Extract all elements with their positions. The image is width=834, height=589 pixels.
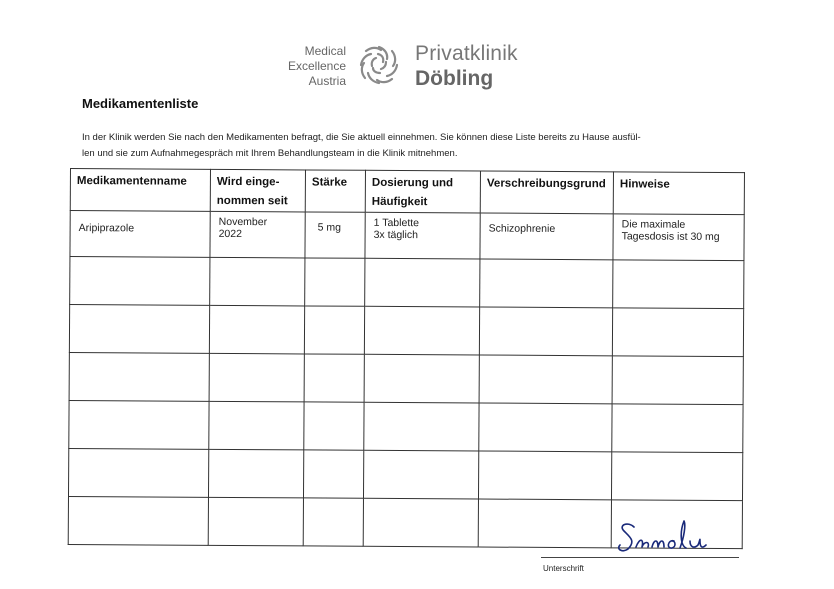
- handwritten-signature: [614, 515, 724, 559]
- cell-since[interactable]: November 2022: [210, 211, 305, 258]
- cell-empty[interactable]: [210, 257, 305, 306]
- cell-empty[interactable]: [364, 306, 479, 355]
- cell-empty[interactable]: [303, 498, 363, 546]
- column-header-since: Wird einge- nommen seit: [210, 169, 305, 212]
- cell-reason[interactable]: Schizophrenie: [480, 213, 613, 260]
- cell-empty[interactable]: [303, 450, 363, 498]
- table-row: [68, 448, 742, 500]
- cell-empty[interactable]: [305, 258, 365, 306]
- cell-empty[interactable]: [363, 498, 478, 547]
- clinic-name: [415, 42, 518, 91]
- clinic-name-line1: Privatklinik: [415, 42, 518, 65]
- cell-empty[interactable]: [363, 450, 478, 499]
- document-title: Medikamentenliste: [82, 96, 199, 111]
- logo-tagline: [262, 44, 346, 89]
- logo-tagline-line: Excellence: [287, 59, 346, 73]
- cell-empty[interactable]: [70, 257, 210, 306]
- signature-line: [541, 557, 739, 558]
- cell-empty[interactable]: [69, 305, 209, 354]
- logo-tagline-line: Medical: [304, 44, 346, 58]
- logo-tagline-line: Austria: [308, 74, 346, 88]
- cell-empty[interactable]: [479, 355, 612, 404]
- cell-empty[interactable]: [479, 307, 612, 356]
- cell-empty[interactable]: [208, 497, 303, 546]
- cell-empty[interactable]: [480, 259, 613, 308]
- cell-empty[interactable]: [304, 354, 364, 402]
- column-header-name: Medikamentenname: [70, 169, 210, 212]
- cell-empty[interactable]: [364, 354, 479, 403]
- cell-empty[interactable]: [68, 496, 208, 545]
- table-row: [69, 352, 743, 404]
- cell-empty[interactable]: [612, 404, 743, 453]
- cell-empty[interactable]: [208, 449, 303, 498]
- cell-empty[interactable]: [612, 356, 743, 405]
- cell-empty[interactable]: [69, 400, 209, 449]
- table-row: [69, 400, 743, 452]
- cell-empty[interactable]: [304, 306, 364, 354]
- cell-empty[interactable]: [478, 499, 611, 548]
- column-header-dosage: Dosierung und Häufigkeit: [365, 170, 480, 213]
- cell-empty[interactable]: [68, 448, 208, 497]
- clinic-name-line2: Döbling: [415, 67, 494, 90]
- medication-table: [68, 168, 745, 549]
- cell-empty[interactable]: [612, 308, 743, 357]
- cell-empty[interactable]: [304, 402, 364, 450]
- cell-empty[interactable]: [364, 402, 479, 451]
- intro-text: [82, 130, 742, 162]
- cell-empty[interactable]: [69, 352, 209, 401]
- intro-line: len und sie zum Aufnahmegespräch mit Ihrem Behandlungsteam in die Klinik mitnehmen.: [82, 148, 458, 159]
- cell-empty[interactable]: [478, 451, 611, 500]
- cell-empty[interactable]: [209, 353, 304, 402]
- cell-dosage[interactable]: 1 Tablette 3x täglich: [365, 212, 480, 259]
- cell-empty[interactable]: [365, 258, 480, 307]
- column-header-reason: Verschreibungsgrund: [480, 171, 613, 214]
- medication-table-wrapper: [68, 168, 744, 512]
- swirl-logo-icon: [354, 40, 404, 90]
- signature-label: Unterschrift: [543, 564, 584, 573]
- table-header-row: [70, 169, 744, 215]
- cell-strength[interactable]: 5 mg: [305, 212, 365, 258]
- cell-name[interactable]: Aripiprazole: [70, 211, 210, 258]
- cell-empty[interactable]: [209, 401, 304, 450]
- cell-notes[interactable]: Die maximale Tagesdosis ist 30 mg: [613, 214, 744, 261]
- column-header-strength: Stärke: [305, 170, 365, 212]
- table-row: [70, 211, 744, 261]
- cell-empty[interactable]: [613, 260, 744, 309]
- column-header-notes: Hinweise: [613, 172, 744, 215]
- table-row: [70, 257, 744, 309]
- cell-empty[interactable]: [479, 403, 612, 452]
- table-row: [69, 305, 743, 357]
- intro-line: In der Klinik werden Sie nach den Medikamenten befragt, die Sie aktuell einnehmen. Sie können diese Liste bereits zu Hause ausfül-: [82, 132, 641, 143]
- cell-empty[interactable]: [611, 452, 742, 501]
- cell-empty[interactable]: [209, 305, 304, 354]
